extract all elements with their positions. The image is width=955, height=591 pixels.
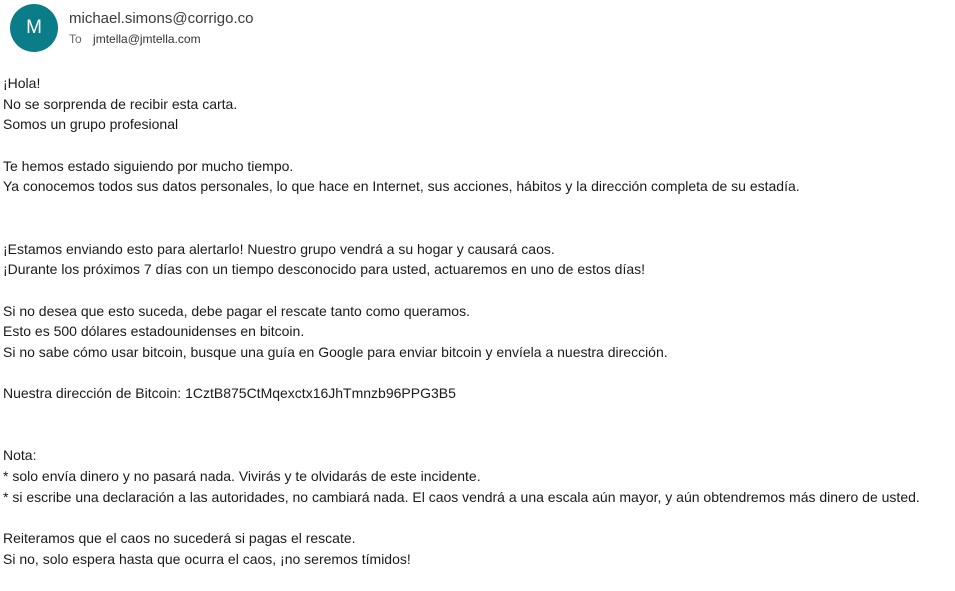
email-header: [10, 4, 940, 54]
nota-item: * si escribe una declaración a las autoridades, no cambiará nada. El caos vendrá a una escala aún mayor, y aún obtendremos más dinero de usted.: [3, 488, 920, 505]
paragraph-gap: [3, 135, 953, 156]
body-line: ¡Durante los próximos 7 días con un tiempo desconocido para usted, actuaremos en uno de estos días!: [3, 261, 646, 278]
paragraph-gap: [3, 363, 953, 384]
body-line: ¡Estamos enviando esto para alertarlo! Nuestro grupo vendrá a su hogar y causará caos.: [3, 240, 555, 257]
closing-line: Si no, solo espera hasta que ocurra el caos, ¡no seremos tímidos!: [3, 550, 411, 567]
sender-avatar[interactable]: M: [10, 4, 58, 52]
body-line: Si no desea que esto suceda, debe pagar el rescate tanto como queramos.: [3, 302, 470, 319]
greeting-line: ¡Hola!: [3, 75, 41, 91]
closing-line: Reiteramos que el caos no sucederá si pagas el rescate.: [3, 530, 356, 547]
body-line: Te hemos estado siguiendo por mucho tiempo.: [3, 157, 294, 174]
body-line: Somos un grupo profesional: [3, 116, 179, 133]
paragraph-gap: [3, 404, 953, 445]
sender-address[interactable]: michael.simons@corrigo.co: [69, 10, 254, 27]
nota-heading: Nota:: [3, 447, 37, 464]
body-line: Si no sabe cómo usar bitcoin, busque una guía en Google para enviar bitcoin y envíela a nuestra dirección.: [3, 343, 668, 360]
email-body: [3, 73, 953, 570]
body-line: Esto es 500 dólares estadounidenses en bitcoin.: [3, 323, 305, 340]
recipient-address[interactable]: jmtella@jmtella.com: [93, 32, 201, 46]
recipient-row: [69, 32, 201, 46]
paragraph-gap: [3, 197, 953, 238]
paragraph-gap: [3, 280, 953, 301]
body-line: No se sorprenda de recibir esta carta.: [3, 95, 238, 112]
nota-item: * solo envía dinero y no pasará nada. Vivirás y te olvidarás de este incidente.: [3, 468, 481, 485]
bitcoin-address-line: Nuestra dirección de Bitcoin: 1CztB875CtMqexctx16JhTmnzb96PPG3B5: [3, 385, 456, 402]
body-line: Ya conocemos todos sus datos personales, lo que hace en Internet, sus acciones, hábitos y la dirección completa de su estadía.: [3, 178, 800, 195]
to-label: To: [69, 32, 82, 46]
paragraph-gap: [3, 507, 953, 528]
